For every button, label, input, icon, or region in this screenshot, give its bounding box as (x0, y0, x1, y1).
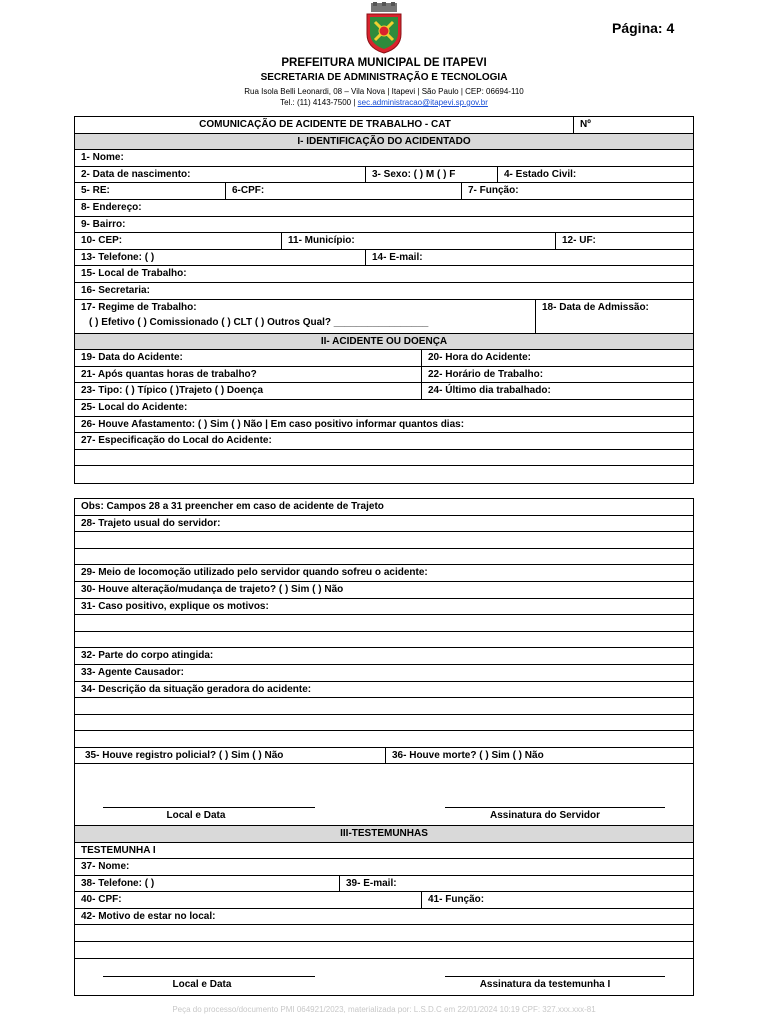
blank-line[interactable] (75, 942, 693, 959)
field-row (75, 665, 693, 682)
section-row (75, 826, 693, 843)
field-local-trabalho[interactable]: 15- Local de Trabalho: (81, 268, 187, 280)
field-bairro[interactable]: 9- Bairro: (81, 218, 126, 230)
field-row (75, 250, 693, 267)
field-row (75, 283, 693, 300)
section-header-witnesses: III-TESTEMUNHAS (75, 826, 693, 842)
blank-line[interactable] (75, 532, 693, 549)
field-row (75, 150, 693, 167)
field-email[interactable]: 14- E-mail: (365, 250, 693, 266)
field-endereco[interactable]: 8- Endereço: (81, 201, 142, 213)
field-motivos[interactable]: 31- Caso positivo, explique os motivos: (81, 600, 269, 612)
field-row (75, 747, 693, 764)
field-row (75, 892, 693, 909)
spacer-row (75, 731, 693, 747)
address-line: Rua Isola Belli Leonardi, 08 – Vila Nova | Itapevi | São Paulo | CEP: 06694-110 (244, 87, 524, 96)
regime-label: 17- Regime de Trabalho: (81, 301, 197, 313)
field-funcao[interactable]: 7- Função: (461, 183, 693, 199)
municipality-title: PREFEITURA MUNICIPAL DE ITAPEVI (281, 57, 487, 69)
field-sexo[interactable]: 3- Sexo: ( ) M ( ) F (365, 167, 497, 183)
blank-line[interactable] (75, 615, 693, 632)
field-cpf[interactable]: 6-CPF: (225, 183, 461, 199)
contact-line (0, 98, 768, 107)
field-row (75, 499, 693, 516)
blank-line[interactable] (75, 549, 693, 566)
page-number: Página: 4 (612, 20, 675, 36)
signature-line (103, 976, 315, 977)
field-tipo[interactable]: 23- Tipo: ( ) Típico ( )Trajeto ( ) Doença (81, 385, 264, 397)
route-obs-note: Obs: Campos 28 a 31 preencher em caso de acidente de Trajeto (81, 501, 384, 512)
field-row (75, 300, 693, 334)
blank-line[interactable] (75, 698, 693, 715)
section-header-accident: II- ACIDENTE OU DOENÇA (75, 334, 693, 350)
signature-row-servidor (75, 764, 693, 826)
field-row (75, 648, 693, 665)
field-testemunha-cpf[interactable]: 40- CPF: (81, 894, 122, 906)
signature-line (103, 807, 315, 808)
field-row (75, 233, 693, 250)
blank-line[interactable] (75, 450, 693, 467)
field-trajeto-usual[interactable]: 28- Trajeto usual do servidor: (81, 517, 221, 529)
field-local-acidente[interactable]: 25- Local do Acidente: (81, 401, 188, 413)
field-descricao-situacao[interactable]: 34- Descrição da situação geradora do acidente: (81, 683, 312, 695)
field-municipio[interactable]: 11- Município: (281, 233, 555, 249)
local-data-label: Local e Data (172, 978, 232, 990)
blank-line[interactable] (75, 632, 693, 649)
section-row (75, 134, 693, 151)
field-nome[interactable]: 1- Nome: (81, 152, 124, 164)
regime-options[interactable]: ( ) Efetivo ( ) Comissionado ( ) CLT ( ) Outros Qual? _________________ (89, 316, 429, 328)
field-data-admissao[interactable]: 18- Data de Admissão: (535, 300, 693, 333)
field-testemunha-email[interactable]: 39- E-mail: (339, 876, 693, 892)
field-row (75, 350, 693, 367)
local-data-label: Local e Data (166, 809, 226, 821)
blank-line[interactable] (75, 925, 693, 942)
field-row (75, 682, 693, 699)
field-data-acidente[interactable]: 19- Data do Acidente: (81, 352, 183, 364)
signature-line (445, 976, 665, 977)
field-data-nascimento[interactable]: 2- Data de nascimento: (81, 168, 191, 180)
form-block-identification (74, 116, 694, 484)
form-title: COMUNICAÇÃO DE ACIDENTE DE TRABALHO - CAT (199, 119, 451, 130)
field-uf[interactable]: 12- UF: (555, 233, 693, 249)
field-horario-trabalho[interactable]: 22- Horário de Trabalho: (421, 367, 693, 383)
field-parte-corpo[interactable]: 32- Parte do corpo atingida: (81, 650, 214, 662)
blank-line[interactable] (75, 466, 693, 483)
assinatura-servidor-label: Assinatura do Servidor (489, 809, 601, 821)
field-row (75, 909, 693, 926)
field-testemunha-nome[interactable]: 37- Nome: (81, 861, 130, 873)
coat-of-arms-icon (361, 2, 407, 54)
field-secretaria[interactable]: 16- Secretaria: (81, 284, 150, 296)
field-estado-civil[interactable]: 4- Estado Civil: (497, 167, 693, 183)
field-row (75, 266, 693, 283)
field-row (75, 200, 693, 217)
field-row (75, 516, 693, 533)
email-link[interactable]: sec.administracao@itapevi.sp.gov.br (357, 98, 488, 107)
field-alteracao-trajeto[interactable]: 30- Houve alteração/mudança de trajeto? ( ) Sim ( ) Não (81, 583, 344, 595)
secretariat-subtitle: SECRETARIA DE ADMINISTRAÇÃO E TECNOLOGIA (260, 72, 508, 83)
field-row (75, 859, 693, 876)
field-telefone[interactable]: 13- Telefone: ( ) (81, 251, 155, 263)
field-regime-trabalho[interactable] (75, 300, 535, 333)
field-testemunha-telefone[interactable]: 38- Telefone: ( ) (81, 877, 155, 889)
field-row (75, 599, 693, 616)
phone-text: Tel.: (11) 4143-7500 | (280, 98, 356, 107)
field-row (75, 183, 693, 200)
field-cep[interactable]: 10- CEP: (81, 235, 123, 247)
field-hora-acidente[interactable]: 20- Hora do Acidente: (421, 350, 693, 366)
form-number-label: Nº (573, 117, 693, 133)
field-row (75, 843, 693, 860)
field-row (75, 217, 693, 234)
field-houve-morte[interactable]: 36- Houve morte? ( ) Sim ( ) Não (385, 748, 693, 763)
field-meio-locomocao[interactable]: 29- Meio de locomoção utilizado pelo servidor quando sofreu o acidente: (81, 567, 428, 579)
signature-row-testemunha (75, 959, 693, 995)
field-registro-policial[interactable]: 35- Houve registro policial? ( ) Sim ( ) Não (85, 750, 284, 762)
field-row (75, 167, 693, 184)
field-testemunha-funcao[interactable]: 41- Função: (421, 892, 693, 908)
section-row (75, 334, 693, 351)
field-row (75, 383, 693, 400)
assinatura-testemunha-label: Assinatura da testemunha I (479, 978, 611, 990)
document-footer: Peça do processo/documento PMI 064921/2023, materializada por: L.S.D.C em 22/01/2024 10:19 CPF: 327.xxx.xxx-81 (172, 1005, 596, 1014)
field-motivo-local[interactable]: 42- Motivo de estar no local: (81, 910, 216, 922)
field-row (75, 876, 693, 893)
field-row (75, 433, 693, 450)
field-afastamento[interactable]: 26- Houve Afastamento: ( ) Sim ( ) Não | Em caso positivo informar quantos dias: (81, 418, 465, 430)
field-row (75, 565, 693, 582)
witness-title: TESTEMUNHA I (81, 844, 156, 856)
field-agente-causador[interactable]: 33- Agente Causador: (81, 666, 184, 678)
field-re[interactable]: 5- RE: (81, 185, 110, 197)
field-row (75, 400, 693, 417)
blank-line[interactable] (75, 715, 693, 732)
field-row (75, 582, 693, 599)
field-row (75, 417, 693, 434)
field-ultimo-dia[interactable]: 24- Último dia trabalhado: (421, 383, 693, 399)
field-especificacao-local[interactable]: 27- Especificação do Local do Acidente: (81, 435, 272, 447)
form-block-route-witness (74, 498, 694, 996)
signature-line (445, 807, 665, 808)
section-header-identification: I- IDENTIFICAÇÃO DO ACIDENTADO (75, 134, 693, 150)
form-title-row (75, 117, 693, 134)
field-horas-trabalho[interactable]: 21- Após quantas horas de trabalho? (81, 368, 257, 380)
field-row (75, 367, 693, 384)
